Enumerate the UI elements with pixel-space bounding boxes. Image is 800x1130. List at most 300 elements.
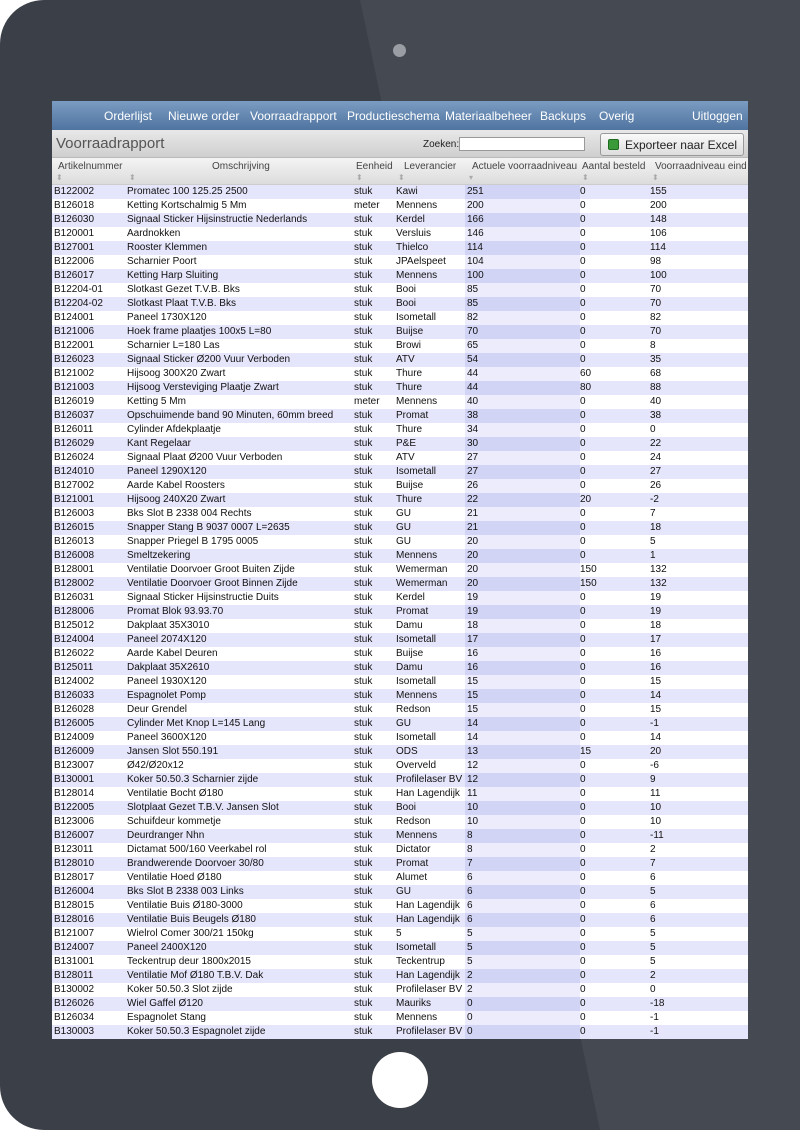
sorted-column-highlight	[465, 731, 580, 745]
table-cell: 68	[650, 368, 662, 379]
table-cell: 60	[580, 368, 592, 379]
table-cell: Promat	[396, 410, 429, 421]
sort-icon[interactable]: ⬍	[582, 173, 589, 182]
nav-nieuwe-order[interactable]: Nieuwe order	[168, 109, 240, 123]
sorted-column-highlight	[465, 367, 580, 381]
table-cell: 20	[467, 550, 479, 561]
table-cell: stuk	[354, 858, 373, 869]
table-cell: Slotkast Gezet T.V.B. Bks	[127, 284, 240, 295]
table-cell: Ketting Kortschalmig 5 Mm	[127, 200, 247, 211]
sorted-column-highlight	[465, 479, 580, 493]
table-cell: Promat	[396, 606, 429, 617]
table-row[interactable]	[52, 969, 748, 983]
sorted-column-highlight	[465, 801, 580, 815]
column-header[interactable]: Leverancier	[404, 161, 457, 172]
sorted-column-highlight	[465, 521, 580, 535]
column-header[interactable]: Eenheid	[356, 161, 393, 172]
table-cell: meter	[354, 200, 380, 211]
nav-orderlijst[interactable]: Orderlijst	[104, 109, 153, 123]
sort-icon[interactable]: ⬍	[652, 173, 659, 182]
column-header[interactable]: Actuele voorraadniveau	[472, 161, 578, 172]
table-row[interactable]	[52, 983, 748, 997]
table-cell: 82	[650, 312, 662, 323]
table-row[interactable]	[52, 1011, 748, 1025]
table-cell: B12204-01	[54, 284, 103, 295]
table-cell: Wielrol Comer 300/21 150kg	[127, 928, 254, 939]
table-cell: Paneel 3600X120	[127, 732, 207, 743]
table-cell: Hijsoog 240X20 Zwart	[127, 494, 226, 505]
search-label: Zoeken:	[423, 139, 460, 150]
table-row[interactable]	[52, 451, 748, 465]
table-cell: 150	[580, 578, 597, 589]
table-cell: stuk	[354, 312, 373, 323]
table-row[interactable]	[52, 787, 748, 801]
table-cell: Profilelaser BV	[396, 984, 463, 995]
table-cell: B12204-02	[54, 298, 103, 309]
table-row[interactable]	[52, 521, 748, 535]
table-cell: stuk	[354, 592, 373, 603]
table-cell: -2	[650, 494, 659, 505]
table-cell: Profilelaser BV	[396, 1026, 463, 1037]
table-cell: Thielco	[396, 242, 429, 253]
table-cell: B128014	[54, 788, 95, 799]
table-cell: 7	[650, 508, 656, 519]
sorted-column-highlight	[465, 311, 580, 325]
table-cell: stuk	[354, 914, 373, 925]
table-row[interactable]	[52, 493, 748, 507]
table-row[interactable]	[52, 269, 748, 283]
table-cell: Cylinder Afdekplaatje	[127, 424, 221, 435]
nav-uitloggen[interactable]: Uitloggen	[692, 109, 743, 123]
table-cell: Slotplaat Gezet T.B.V. Jansen Slot	[127, 802, 279, 813]
table-cell: stuk	[354, 466, 373, 477]
table-row[interactable]	[52, 871, 748, 885]
table-cell: 17	[650, 634, 662, 645]
table-cell: 8	[467, 844, 473, 855]
table-row[interactable]	[52, 591, 748, 605]
table-cell: 5	[650, 886, 656, 897]
table-cell: 0	[467, 998, 473, 1009]
table-cell: 22	[467, 494, 479, 505]
table-cell: Paneel 2074X120	[127, 634, 207, 645]
table-row[interactable]	[52, 605, 748, 619]
table-row[interactable]	[52, 549, 748, 563]
table-cell: 14	[467, 718, 479, 729]
sorted-column-highlight	[465, 871, 580, 885]
table-cell: 0	[580, 480, 586, 491]
table-row[interactable]	[52, 857, 748, 871]
table-row[interactable]	[52, 619, 748, 633]
column-header[interactable]: Aantal besteld	[582, 161, 646, 172]
table-cell: 148	[650, 214, 667, 225]
table-row[interactable]	[52, 423, 748, 437]
table-row[interactable]	[52, 213, 748, 227]
table-cell: 20	[467, 578, 479, 589]
table-cell: 5	[467, 942, 473, 953]
table-cell: Overveld	[396, 760, 437, 771]
table-cell: Aardnokken	[127, 228, 181, 239]
table-cell: B126009	[54, 746, 95, 757]
title-bar	[52, 130, 748, 158]
table-row[interactable]	[52, 241, 748, 255]
table-cell: B125012	[54, 620, 95, 631]
sorted-column-highlight	[465, 787, 580, 801]
table-cell: B121007	[54, 928, 95, 939]
nav-materiaalbeheer[interactable]: Materiaalbeheer	[445, 109, 532, 123]
table-cell: 14	[467, 732, 479, 743]
table-cell: Isometall	[396, 312, 437, 323]
table-cell: B128016	[54, 914, 95, 925]
table-cell: 104	[467, 256, 484, 267]
table-cell: GU	[396, 536, 411, 547]
table-row[interactable]	[52, 563, 748, 577]
home-button[interactable]	[372, 1052, 428, 1108]
export-excel-button[interactable]	[600, 133, 744, 156]
table-cell: 2	[467, 984, 473, 995]
table-row[interactable]	[52, 927, 748, 941]
table-cell: 0	[580, 508, 586, 519]
table-cell: 21	[467, 522, 479, 533]
table-cell: Ketting Harp Sluiting	[127, 270, 219, 281]
table-cell: stuk	[354, 634, 373, 645]
table-row[interactable]	[52, 647, 748, 661]
table-cell: Paneel 1290X120	[127, 466, 207, 477]
table-cell: 0	[580, 396, 586, 407]
table-cell: 16	[467, 648, 479, 659]
table-row[interactable]	[52, 325, 748, 339]
table-cell: Ventilatie Doorvoer Groot Buiten Zijde	[127, 564, 295, 575]
table-row[interactable]	[52, 941, 748, 955]
table-cell: Kerdel	[396, 592, 425, 603]
sorted-column-highlight	[465, 717, 580, 731]
table-cell: B128002	[54, 578, 95, 589]
table-row[interactable]	[52, 227, 748, 241]
table-cell: stuk	[354, 886, 373, 897]
table-cell: Ventilatie Doorvoer Groot Binnen Zijde	[127, 578, 298, 589]
table-row[interactable]	[52, 535, 748, 549]
sorted-column-highlight	[465, 465, 580, 479]
table-cell: 65	[467, 340, 479, 351]
table-row[interactable]	[52, 955, 748, 969]
table-cell: 0	[580, 676, 586, 687]
sorted-column-highlight	[465, 381, 580, 395]
table-cell: 5	[650, 536, 656, 547]
table-cell: B126008	[54, 550, 95, 561]
table-cell: B126033	[54, 690, 95, 701]
table-body	[52, 185, 748, 1039]
table-cell: B125011	[54, 662, 94, 673]
table-cell: 114	[650, 242, 666, 253]
sort-icon[interactable]: ⬍	[129, 173, 136, 182]
table-cell: 0	[580, 354, 586, 365]
table-cell: 0	[580, 606, 586, 617]
table-cell: 44	[467, 382, 479, 393]
table-cell: stuk	[354, 242, 373, 253]
table-cell: 0	[580, 466, 586, 477]
table-cell: Slotkast Plaat T.V.B. Bks	[127, 298, 236, 309]
table-cell: stuk	[354, 774, 373, 785]
table-cell: stuk	[354, 508, 373, 519]
nav-overig[interactable]: Overig	[599, 109, 635, 123]
search-input[interactable]	[459, 137, 585, 151]
table-cell: JPAelspeet	[396, 256, 446, 267]
table-cell: B126026	[54, 998, 95, 1009]
table-cell: 27	[467, 466, 479, 477]
table-cell: 0	[467, 1026, 473, 1037]
table-cell: 155	[650, 186, 667, 197]
column-header[interactable]: Omschrijving	[212, 161, 270, 172]
table-cell: Buijse	[396, 648, 424, 659]
table-cell: 0	[580, 900, 586, 911]
table-cell: -1	[650, 1012, 659, 1023]
table-cell: 5	[467, 928, 473, 939]
table-cell: stuk	[354, 564, 373, 575]
table-cell: stuk	[354, 228, 373, 239]
table-row[interactable]	[52, 899, 748, 913]
table-row[interactable]	[52, 913, 748, 927]
table-cell: 0	[580, 536, 586, 547]
table-cell: stuk	[354, 536, 373, 547]
table-cell: 98	[650, 256, 662, 267]
table-cell: 20	[467, 564, 479, 575]
table-cell: 0	[580, 452, 586, 463]
table-cell: 15	[580, 746, 592, 757]
table-cell: stuk	[354, 830, 373, 841]
table-cell: Mennens	[396, 550, 438, 561]
table-cell: 0	[580, 704, 586, 715]
table-cell: Scharnier L=180 Las	[127, 340, 220, 351]
table-cell: Paneel 1930X120	[127, 676, 207, 687]
table-row[interactable]	[52, 311, 748, 325]
table-cell: 70	[650, 298, 662, 309]
table-cell: 5	[467, 956, 473, 967]
table-cell: 17	[467, 634, 479, 645]
table-cell: stuk	[354, 984, 373, 995]
table-cell: 106	[650, 228, 667, 239]
table-row[interactable]	[52, 367, 748, 381]
table-cell: B126017	[54, 270, 95, 281]
table-cell: 2	[650, 970, 656, 981]
table-row[interactable]	[52, 577, 748, 591]
table-cell: B123006	[54, 816, 95, 827]
table-row[interactable]	[52, 381, 748, 395]
table-cell: B128010	[54, 858, 95, 869]
table-row[interactable]	[52, 283, 748, 297]
table-cell: 0	[580, 802, 586, 813]
table-cell: stuk	[354, 606, 373, 617]
table-cell: B128011	[54, 970, 94, 981]
table-cell: B124009	[54, 732, 95, 743]
table-row[interactable]	[52, 773, 748, 787]
table-cell: 166	[467, 214, 484, 225]
table-row[interactable]	[52, 339, 748, 353]
table-cell: ATV	[396, 452, 415, 463]
table-cell: B124002	[54, 676, 95, 687]
sorted-column-highlight	[465, 451, 580, 465]
sorted-column-highlight	[465, 815, 580, 829]
table-cell: Damu	[396, 620, 423, 631]
table-cell: 22	[650, 438, 662, 449]
table-row[interactable]	[52, 829, 748, 843]
column-header[interactable]: Artikelnummer	[58, 161, 123, 172]
table-cell: stuk	[354, 816, 373, 827]
table-cell: 70	[650, 326, 662, 337]
table-row[interactable]	[52, 801, 748, 815]
table-cell: 12	[467, 760, 479, 771]
table-cell: Ventilatie Buis Beugels Ø180	[127, 914, 256, 925]
table-cell: -6	[650, 760, 659, 771]
table-cell: B124007	[54, 942, 95, 953]
table-row[interactable]	[52, 409, 748, 423]
table-cell: B126024	[54, 452, 95, 463]
table-row[interactable]	[52, 843, 748, 857]
table-cell: 15	[467, 704, 479, 715]
table-cell: Dakplaat 35X2610	[127, 662, 210, 673]
table-cell: stuk	[354, 340, 373, 351]
table-row[interactable]	[52, 199, 748, 213]
table-cell: Rooster Klemmen	[127, 242, 208, 253]
table-cell: 100	[650, 270, 667, 281]
table-row[interactable]	[52, 395, 748, 409]
table-row[interactable]	[52, 479, 748, 493]
nav-voorraadrapport[interactable]: Voorraadrapport	[250, 109, 337, 123]
table-cell: B120001	[54, 228, 95, 239]
table-cell: 15	[467, 676, 479, 687]
table-cell: 0	[580, 326, 586, 337]
table-cell: Deur Grendel	[127, 704, 188, 715]
table-row[interactable]	[52, 675, 748, 689]
table-row[interactable]	[52, 1025, 748, 1039]
sort-icon[interactable]: ⬍	[356, 173, 363, 182]
table-cell: B126007	[54, 830, 95, 841]
table-cell: 0	[580, 732, 586, 743]
table-cell: 11	[467, 788, 478, 799]
table-cell: 85	[467, 284, 479, 295]
table-cell: 2	[650, 844, 656, 855]
table-cell: 9	[650, 774, 656, 785]
nav-backups[interactable]: Backups	[540, 109, 587, 123]
table-cell: 0	[650, 984, 656, 995]
table-cell: Koker 50.50.3 Scharnier zijde	[127, 774, 259, 785]
table-cell: 0	[580, 340, 586, 351]
nav-productieschema[interactable]: Productieschema	[347, 109, 440, 123]
table-row[interactable]	[52, 717, 748, 731]
table-row[interactable]	[52, 437, 748, 451]
table-row[interactable]	[52, 297, 748, 311]
table-cell: Mennens	[396, 830, 438, 841]
table-row[interactable]	[52, 185, 748, 199]
sort-icon[interactable]: ⬍	[56, 173, 63, 182]
table-cell: 0	[467, 1012, 473, 1023]
table-cell: 15	[467, 690, 479, 701]
table-cell: 0	[580, 1012, 586, 1023]
sorted-column-highlight	[465, 591, 580, 605]
sorted-column-highlight	[465, 493, 580, 507]
table-cell: Aarde Kabel Deuren	[127, 648, 218, 659]
table-row[interactable]	[52, 759, 748, 773]
table-cell: B126022	[54, 648, 95, 659]
table-cell: 0	[580, 928, 586, 939]
table-cell: 6	[467, 872, 473, 883]
table-cell: Isometall	[396, 466, 437, 477]
table-cell: Ventilatie Buis Ø180-3000	[127, 900, 243, 911]
table-cell: 30	[467, 438, 479, 449]
table-cell: 20	[467, 536, 479, 547]
table-cell: B130002	[54, 984, 95, 995]
table-row[interactable]	[52, 255, 748, 269]
table-row[interactable]	[52, 703, 748, 717]
table-row[interactable]	[52, 465, 748, 479]
table-row[interactable]	[52, 661, 748, 675]
table-row[interactable]	[52, 745, 748, 759]
table-row[interactable]	[52, 633, 748, 647]
table-cell: Teckentrup deur 1800x2015	[127, 956, 251, 967]
sorted-column-highlight	[465, 633, 580, 647]
sort-desc-icon[interactable]: ▾	[469, 173, 474, 182]
table-cell: 0	[580, 200, 586, 211]
table-row[interactable]	[52, 997, 748, 1011]
table-cell: Versluis	[396, 228, 432, 239]
table-cell: B128001	[54, 564, 95, 575]
table-cell: 19	[467, 606, 479, 617]
table-cell: stuk	[354, 270, 373, 281]
sort-icon[interactable]: ⬍	[398, 173, 405, 182]
table-cell: B121002	[54, 368, 95, 379]
table-cell: 16	[650, 648, 662, 659]
table-cell: stuk	[354, 690, 373, 701]
table-row[interactable]	[52, 353, 748, 367]
table-cell: 0	[580, 788, 586, 799]
table-cell: B122002	[54, 186, 95, 197]
table-cell: B128006	[54, 606, 95, 617]
table-cell: Promat	[396, 858, 429, 869]
sorted-column-highlight	[465, 297, 580, 311]
table-cell: B122006	[54, 256, 95, 267]
table-cell: 82	[467, 312, 479, 323]
table-cell: 44	[467, 368, 479, 379]
table-cell: P&E	[396, 438, 417, 449]
table-cell: Paneel 2400X120	[127, 942, 207, 953]
table-cell: meter	[354, 396, 380, 407]
table-cell: stuk	[354, 326, 373, 337]
table-cell: 0	[580, 984, 586, 995]
table-cell: 35	[650, 354, 662, 365]
table-cell: 24	[650, 452, 662, 463]
table-row[interactable]	[52, 815, 748, 829]
table-row[interactable]	[52, 885, 748, 899]
sorted-column-highlight	[465, 353, 580, 367]
table-cell: B126030	[54, 214, 95, 225]
table-row[interactable]	[52, 689, 748, 703]
table-cell: Brandwerende Doorvoer 30/80	[127, 858, 264, 869]
table-cell: 0	[580, 648, 586, 659]
table-cell: 18	[467, 620, 479, 631]
table-cell: B121003	[54, 382, 95, 393]
table-cell: 0	[580, 858, 586, 869]
table-row[interactable]	[52, 507, 748, 521]
column-header[interactable]: Voorraadniveau eind	[655, 161, 747, 172]
table-cell: 18	[650, 522, 662, 533]
table-cell: 80	[580, 382, 592, 393]
table-cell: stuk	[354, 284, 373, 295]
table-row[interactable]	[52, 731, 748, 745]
table-cell: stuk	[354, 956, 373, 967]
table-cell: B126019	[54, 396, 95, 407]
table-cell: stuk	[354, 872, 373, 883]
table-cell: Bks Slot B 2338 003 Links	[127, 886, 244, 897]
table-cell: 146	[467, 228, 484, 239]
table-cell: 21	[467, 508, 479, 519]
